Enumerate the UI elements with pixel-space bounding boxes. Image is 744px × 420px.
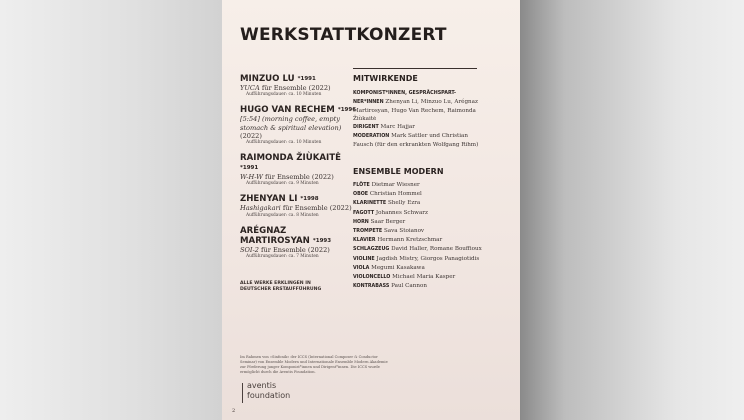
work-entry bbox=[240, 74, 358, 98]
work-entry bbox=[240, 105, 358, 146]
contributor-names: Marc Hajjar bbox=[380, 124, 415, 130]
birth-year: *1993 bbox=[312, 237, 332, 244]
instrument-label: VIOLA bbox=[353, 265, 370, 271]
ensemble-member bbox=[353, 264, 483, 273]
ensemble-member bbox=[353, 190, 483, 199]
ensemble-member bbox=[353, 181, 483, 190]
composer-name: MINZUO LU $^{*1991}$ bbox=[240, 74, 316, 84]
works-column bbox=[240, 74, 358, 267]
duration: Aufführungsdauer: ca. 10 Minuten bbox=[246, 92, 322, 98]
ensemble-member bbox=[353, 209, 483, 218]
member-names: Shelly Ezra bbox=[387, 200, 421, 207]
birth-year: *1991 bbox=[240, 165, 259, 172]
work-entry bbox=[240, 226, 358, 260]
instrument-label: KLARINETTE bbox=[353, 201, 387, 207]
logo-bar bbox=[242, 383, 243, 403]
piece-title: W-H-W für Ensemble (2022) bbox=[240, 173, 334, 182]
background-right bbox=[520, 0, 744, 420]
ensemble-member bbox=[353, 255, 483, 264]
logo-text: aventis foundation bbox=[247, 381, 291, 400]
contributor-role: KOMPONIST*INNEN, GESPRÄCHSPART-NER*INNEN bbox=[353, 91, 456, 105]
contributor-role: MODERATION bbox=[353, 134, 390, 139]
member-names: Johannes Schwarz bbox=[375, 209, 428, 216]
member-names: Paul Cannon bbox=[391, 283, 427, 290]
contributor-role: DIRIGENT bbox=[353, 125, 379, 130]
footnote: Im Rahmen von »Sinfonik« der ICCS (International Composer & Conductor Seminar) von Ensemble Modern und Internationale Ensemble Modern Akademie zur Förderung junger Komponist*innen und Dirigent*innen. Die ICCS wurde ermöglicht durch die Aventis Foundation. bbox=[240, 355, 388, 374]
ensemble-member bbox=[353, 199, 483, 208]
duration: Aufführungsdauer: ca. 9 Minuten bbox=[246, 181, 319, 187]
composer-name: RAIMONDA ŽIÙKAITĖ $^{*1991}$ bbox=[240, 153, 341, 172]
composer-name: ARÉGNAZ MARTIROSYAN $^{*1993}$ bbox=[240, 225, 332, 246]
divider-rule bbox=[353, 68, 477, 69]
member-names: Sava Stoianov bbox=[383, 228, 425, 235]
ensemble-member bbox=[353, 227, 483, 236]
duration: Aufführungsdauer: ca. 10 Minuten bbox=[246, 140, 322, 146]
instrument-label: TROMPETE bbox=[353, 229, 383, 235]
piece-title: YUCA für Ensemble (2022) bbox=[240, 84, 331, 92]
instrument-label: VIOLINE bbox=[353, 256, 375, 262]
work-entry bbox=[240, 194, 358, 218]
member-names: Christian Hommel bbox=[369, 191, 422, 198]
piece-title: SOI-2 für Ensemble (2022) bbox=[240, 245, 330, 254]
performers-column bbox=[353, 74, 483, 291]
instrument-label: VIOLONCELLO bbox=[353, 275, 391, 281]
mitwirkende-heading: MITWIRKENDE bbox=[353, 74, 418, 83]
contributor-entry bbox=[353, 132, 483, 149]
ensemble-member bbox=[353, 218, 483, 227]
instrument-label: KONTRABASS bbox=[353, 284, 390, 290]
ensemble-member bbox=[353, 273, 483, 282]
member-names: Dietmar Wiesner bbox=[371, 182, 420, 188]
ensemble-member bbox=[353, 245, 483, 254]
birth-year: *1991 bbox=[297, 76, 316, 82]
member-names: Saar Berger bbox=[370, 218, 406, 225]
birth-year: *1998 bbox=[300, 196, 319, 203]
instrument-label: FAGOTT bbox=[353, 210, 375, 216]
birth-year: *1996 bbox=[337, 107, 357, 114]
member-names: Jagdish Mistry, Giorgos Panagiotidis bbox=[376, 255, 480, 262]
member-names: Michael Maria Kasper bbox=[392, 274, 456, 281]
composer-name: ZHENYAN LI $^{*1998}$ bbox=[240, 194, 319, 205]
background-left bbox=[0, 0, 222, 420]
piece-title: Hashigakari für Ensemble (2022) bbox=[240, 204, 352, 213]
duration: Aufführungsdauer: ca. 8 Minuten bbox=[246, 212, 319, 218]
member-names: David Haller, Romane Bouffioux bbox=[391, 246, 482, 253]
instrument-label: HORN bbox=[353, 219, 369, 225]
duration: Aufführungsdauer: ca. 7 Minuten bbox=[246, 254, 319, 260]
ensemble-heading: ENSEMBLE MODERN bbox=[353, 167, 444, 176]
premiere-note: ALLE WERKE ERKLINGEN IN DEUTSCHER ERSTAUFFÜHRUNG bbox=[240, 281, 322, 292]
contributor-names: Zhenyan Li, Minzuo Lu, Arégnaz Martirosyan, Hugo Van Rechem, Raimonda Žiùkaitė bbox=[353, 99, 478, 122]
work-entry bbox=[240, 153, 358, 187]
ensemble-member bbox=[353, 236, 483, 245]
piece-title: [5:54] (morning coffee, empty stomach & spiritual elevation) (2022) bbox=[240, 115, 342, 140]
instrument-label: OBOE bbox=[353, 192, 369, 198]
instrument-label: FLÖTE bbox=[353, 183, 370, 188]
composer-name: HUGO VAN RECHEM $^{*1996}$ bbox=[240, 105, 357, 116]
page-number: 2 bbox=[232, 408, 236, 414]
instrument-label: SCHLAGZEUG bbox=[353, 247, 390, 253]
contributor-names: Mark Sattler und Christian Fausch (für den erkrankten Wolfgang Rihm) bbox=[353, 133, 479, 148]
contributor-entry bbox=[353, 123, 483, 132]
ensemble-member bbox=[353, 282, 483, 291]
program-page bbox=[222, 0, 520, 420]
instrument-label: KLAVIER bbox=[353, 238, 376, 244]
member-names: Hermann Kretzschmar bbox=[377, 237, 443, 244]
contributor-entry bbox=[353, 89, 483, 123]
member-names: Megumi Kasakawa bbox=[371, 264, 425, 271]
page-title: WERKSTATTKONZERT bbox=[240, 25, 447, 45]
